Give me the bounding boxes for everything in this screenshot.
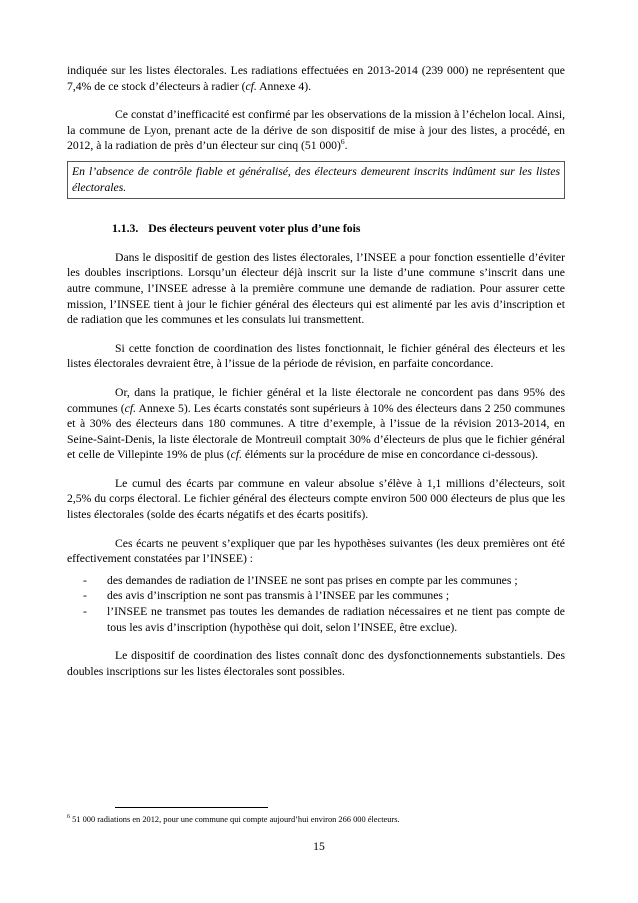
list-item-text: des demandes de radiation de l’INSEE ne sont pas prises en compte par les communes ; — [107, 573, 518, 587]
list-item — [67, 588, 565, 604]
list-dash: - — [83, 573, 87, 587]
list-item — [67, 604, 565, 635]
text-run: Annexe 4). — [256, 79, 312, 93]
paragraph-cumulative: Le cumul des écarts par commune en valeur absolue s’élève à 1,1 millions d’électeurs, soit 2,5% du corps électoral. Le fichier général des électeurs compte environ 500 000 électeurs de plus que les listes électorales (solde des écarts négatifs et des écarts positifs). — [67, 476, 565, 522]
section-title: Des électeurs peuvent voter plus d’une fois — [148, 222, 361, 236]
footnote-number: 6 — [67, 814, 70, 821]
page-number: 15 — [313, 840, 325, 853]
list-item — [67, 573, 565, 589]
paragraph-conclusion: Le dispositif de coordination des listes connaît donc des dysfonctionnements substantiels. Des doubles inscriptions sur les listes électorales sont possibles. — [67, 649, 565, 678]
list-item-text: l’INSEE ne transmet pas toutes les demandes de radiation nécessaires et ne tient pas compte de tous les avis d’inscription (hypothèse qui doit, selon l’INSEE, être exclue). — [107, 605, 565, 634]
text-run: Ce constat d’inefficacité est confirmé par les observations de la mission à l’échelon local. Ainsi, la commune de Lyon, prenant acte de la dérive de son dispositif de mise à jour des listes, a procédé, en 2012, à la radiation de près d’un électeur sur cinq (51 000) — [67, 108, 565, 153]
callout-box: En l’absence de contrôle fiable et généralisé, des électeurs demeurent inscrits indûment sur les listes électorales. — [67, 161, 565, 199]
paragraph-insee-role: Dans le dispositif de gestion des listes électorales, l’INSEE a pour fonction essentielle d’éviter les doubles inscriptions. Lorsqu’un électeur déjà inscrit sur la liste d’une commune s’inscrit dans une autre commune, l’INSEE adresse à la première commune une demande de radiation. Pour assurer cette mission, l’INSEE tient à jour le fichier général des électeurs qui est alimenté par les avis d’inscription et de radiation que les communes et les consulats lui transmettent. — [67, 250, 565, 327]
section-heading — [67, 221, 565, 237]
footnote — [67, 814, 565, 825]
list-item-text: des avis d’inscription ne sont pas transmis à l’INSEE par les communes ; — [107, 589, 450, 603]
paragraph-coordination: Si cette fonction de coordination des listes fonctionnait, le fichier général des électeurs et les listes électorales devraient être, à l’issue de la période de révision, en parfaite concordance. — [67, 341, 565, 371]
cf-italic: cf. — [245, 79, 257, 93]
footnote-divider — [115, 807, 268, 808]
list-dash: - — [83, 605, 87, 619]
body-text — [67, 63, 565, 679]
paragraph-discrepancies — [67, 385, 565, 463]
list-dash: - — [83, 589, 87, 603]
text-run: Annexe 5). Les écarts constatés sont supérieurs à 10% des électeurs dans 2 250 communes et à 30% des électeurs dans 180 communes. A titre d’exemple, à l’issue de la révision 2013-2014, en Seine-Saint-Denis, la liste électorale de Montreuil comptait 30% d’électeurs de plus que le fichier général et celle de Villepinte 19% de plus ( — [67, 401, 566, 462]
footnote-text: 51 000 radiations en 2012, pour une commune qui compte aujourd’hui environ 266 000 électeurs. — [70, 815, 400, 824]
cf-italic: cf. — [230, 448, 242, 462]
paragraph-hypotheses: Ces écarts ne peuvent s’expliquer que par les hypothèses suivantes (les deux premières ont été effectivement constatées par l’INSEE) : — [67, 536, 565, 566]
footnote-reference[interactable]: 6 — [340, 137, 345, 147]
paragraph-continuation — [67, 63, 565, 94]
text-run: indiquée sur les listes électorales. Les radiations effectuées en 2013-2014 (239 000) ne représentent que 7,4% de ce stock d’électeurs à radier ( — [67, 64, 565, 93]
section-number: 1.1.3. — [112, 222, 139, 236]
paragraph-lyon — [67, 107, 565, 154]
text-run: . — [344, 139, 348, 153]
cf-italic: cf. — [124, 401, 137, 415]
hypotheses-list — [67, 573, 565, 635]
text-run: Or, dans la pratique, le fichier général et la liste électorale ne concordent pas dans 95% des communes ( — [67, 385, 565, 415]
text-run: éléments sur la procédure de mise en concordance ci-dessous). — [242, 448, 538, 462]
